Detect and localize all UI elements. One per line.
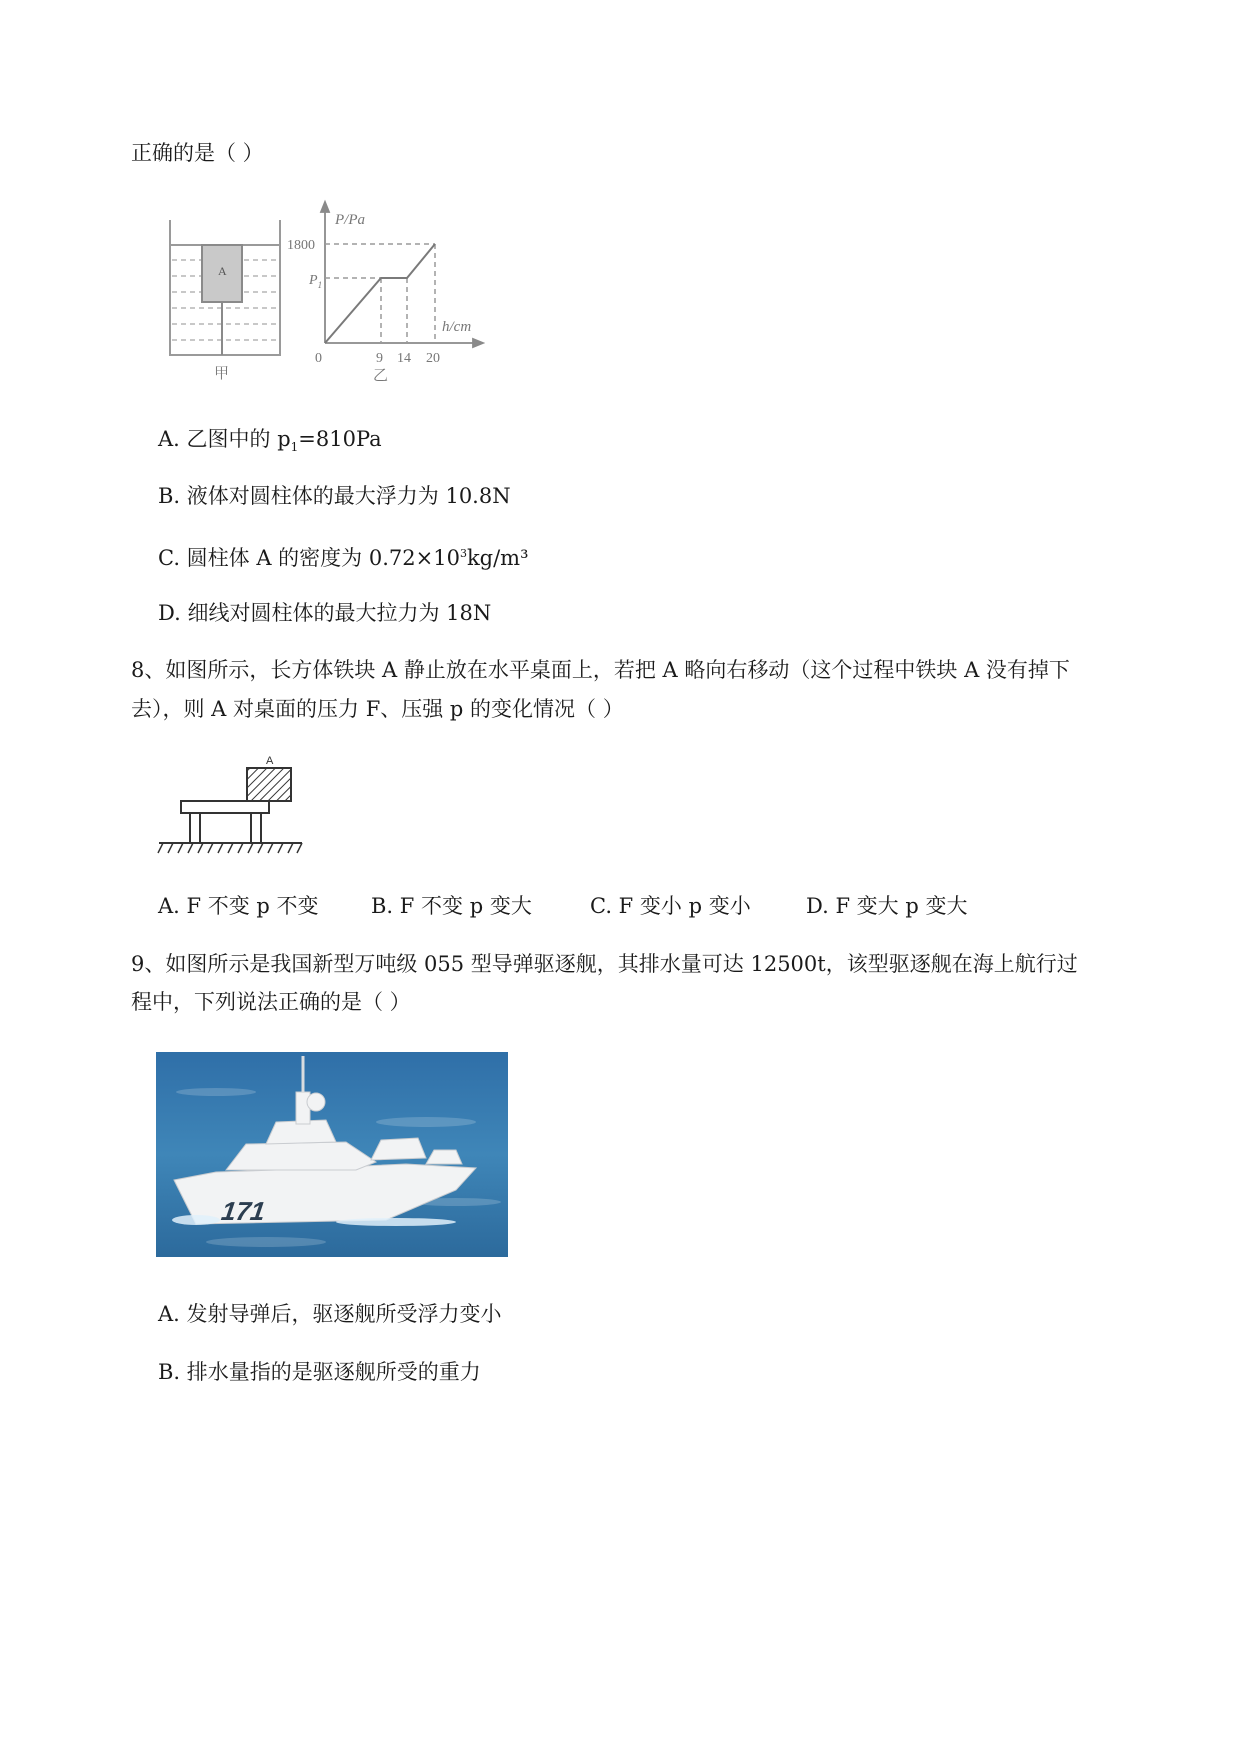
table-top bbox=[181, 801, 269, 813]
q7-container-figure bbox=[160, 210, 290, 380]
q9-stem-line2: 程中，下列说法正确的是（ ） bbox=[131, 990, 411, 1014]
svg-text:P1 bbox=[308, 273, 322, 290]
x-tick-9: 9 bbox=[376, 351, 383, 366]
hull-number: 171 bbox=[219, 1196, 268, 1226]
y-tick-p1: P bbox=[309, 273, 318, 288]
q9-option-a: A. 发射导弹后，驱逐舰所受浮力变小 bbox=[158, 1302, 502, 1326]
q8-option-c: C. F 变小 p 变小 bbox=[590, 894, 751, 918]
block-label: A bbox=[218, 264, 227, 278]
q7-option-b: B. 液体对圆柱体的最大浮力为 10.8N bbox=[158, 484, 511, 508]
pressure-curve bbox=[325, 244, 435, 343]
q8-stem-line1: 8、如图所示，长方体铁块 A 静止放在水平桌面上，若把 A 略向右移动（这个过程中铁块 A 没有掉下 bbox=[131, 658, 1070, 682]
q7-option-a: A. 乙图中的 $p_1=810Pa$ bbox=[158, 427, 382, 455]
container-label: 甲 bbox=[214, 364, 230, 380]
q8-option-d: D. F 变大 p 变大 bbox=[806, 894, 968, 918]
q7-pressure-graph bbox=[285, 198, 485, 383]
q9-option-b: B. 排水量指的是驱逐舰所受的重力 bbox=[158, 1360, 481, 1384]
y-axis-label: P/Pa bbox=[335, 212, 365, 228]
q8-option-a: A. F 不变 p 不变 bbox=[158, 894, 319, 918]
graph-label: 乙 bbox=[373, 366, 389, 383]
q7-option-d: D. 细线对圆柱体的最大拉力为 18N bbox=[158, 601, 492, 625]
x-tick-20: 20 bbox=[426, 351, 440, 366]
q8-table-figure bbox=[155, 752, 315, 862]
q7-stem-tail: 正确的是（ ） bbox=[131, 141, 264, 165]
iron-block-a bbox=[247, 768, 291, 801]
y-tick-p1-sub: 1 bbox=[317, 280, 323, 290]
y-tick-1800: 1800 bbox=[287, 238, 315, 253]
q9-stem-line1: 9、如图所示是我国新型万吨级 055 型导弹驱逐舰，其排水量可达 12500t，该型驱逐舰在海上航行过 bbox=[131, 952, 1078, 976]
q8-stem-line2: 去），则 A 对桌面的压力 F、压强 p 的变化情况（ ） bbox=[131, 697, 624, 721]
x-tick-0: 0 bbox=[315, 351, 322, 366]
x-tick-14: 14 bbox=[397, 351, 411, 366]
x-axis-label: h/cm bbox=[442, 319, 472, 335]
block-a-label: A bbox=[266, 755, 274, 767]
q8-option-b: B. F 不变 p 变大 bbox=[371, 894, 532, 918]
table-leg-left bbox=[190, 813, 200, 843]
q7-option-c: C. 圆柱体 A 的密度为 $0.72\times 10^3kg/m^3$ bbox=[158, 546, 529, 570]
table-leg-right bbox=[251, 813, 261, 843]
destroyer-photo bbox=[156, 1052, 508, 1257]
